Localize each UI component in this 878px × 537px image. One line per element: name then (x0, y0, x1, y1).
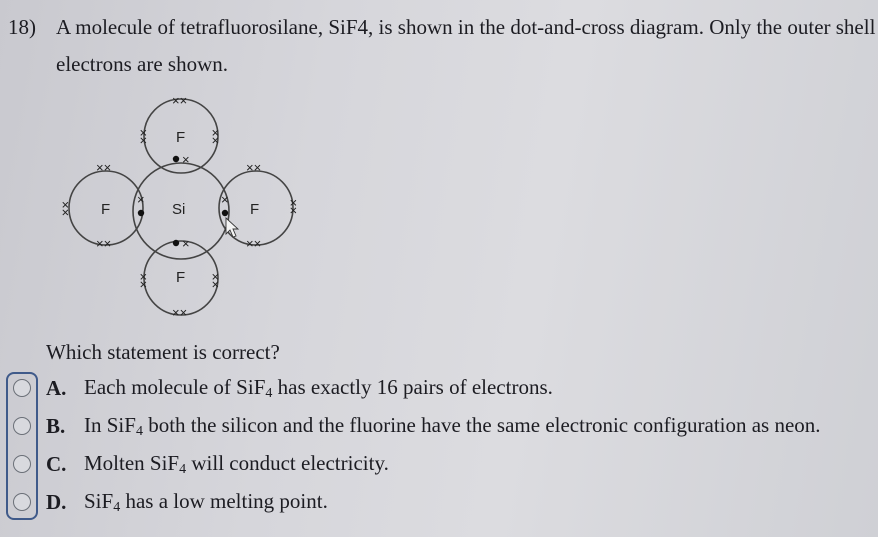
cross-pair-icon: ×× (96, 236, 112, 251)
option-a-text: Each molecule of SiF$_4$ has exactly 16 pairs of electrons. (84, 374, 553, 401)
dot-electron-icon (173, 156, 179, 162)
question-text-line2: electrons are shown. (56, 52, 229, 76)
radio-button-c[interactable] (13, 455, 31, 473)
bond-pair-left (137, 192, 145, 216)
cross-pair-icon: ×× (286, 199, 301, 215)
option-b-text: In SiF$_4$ both the silicon and the fluorine have the same electronic configuration as neon. (84, 412, 821, 439)
si-label: Si (172, 201, 186, 218)
question-text-line1: A molecule of tetrafluorosilane, SiF4, is shown in the dot-and-cross diagram. Only the outer shell (56, 15, 876, 39)
cross-pair-icon: ×× (208, 273, 223, 289)
option-c-letter: C. (46, 451, 67, 476)
dot-electron-icon (173, 240, 179, 246)
cross-electron-icon: × (221, 192, 229, 207)
cross-pair-icon: ×× (58, 201, 73, 217)
radio-button-a[interactable] (13, 379, 31, 397)
option-b-letter: B. (46, 413, 66, 438)
question-header (8, 14, 875, 41)
f-left-label: F (101, 201, 111, 218)
option-a-letter: A. (46, 375, 67, 400)
cross-electron-icon: × (182, 152, 190, 167)
cross-pair-icon: ×× (172, 93, 188, 108)
cross-pair-icon: ×× (208, 129, 223, 145)
cross-pair-icon: ×× (136, 273, 151, 289)
cross-electron-icon: × (182, 236, 190, 251)
radio-button-d[interactable] (13, 493, 31, 511)
dot-electron-icon (138, 210, 144, 216)
f-bottom-label: F (176, 269, 186, 286)
cross-pair-icon: ×× (246, 236, 262, 251)
mouse-cursor-icon (226, 218, 238, 237)
option-c-text: Molten SiF$_4$ will conduct electricity. (84, 450, 389, 477)
question-prompt: Which statement is correct? (46, 340, 280, 364)
question-number: 18) (8, 15, 36, 39)
cross-electron-icon: × (137, 192, 145, 207)
cross-pair-icon: ×× (172, 305, 188, 320)
dot-electron-icon (222, 210, 228, 216)
f-right-label: F (250, 201, 260, 218)
option-d-text: SiF$_4$ has a low melting point. (84, 488, 328, 515)
cross-pair-icon: ×× (246, 160, 262, 175)
radio-button-b[interactable] (13, 417, 31, 435)
bond-pair-bottom (173, 236, 190, 251)
option-d-letter: D. (46, 489, 67, 514)
bond-pair-right (221, 192, 229, 216)
f-top-label: F (176, 129, 186, 146)
bond-pair-top (173, 152, 190, 167)
dot-cross-diagram (58, 86, 318, 326)
cross-pair-icon: ×× (136, 129, 151, 145)
cross-pair-icon: ×× (96, 160, 112, 175)
